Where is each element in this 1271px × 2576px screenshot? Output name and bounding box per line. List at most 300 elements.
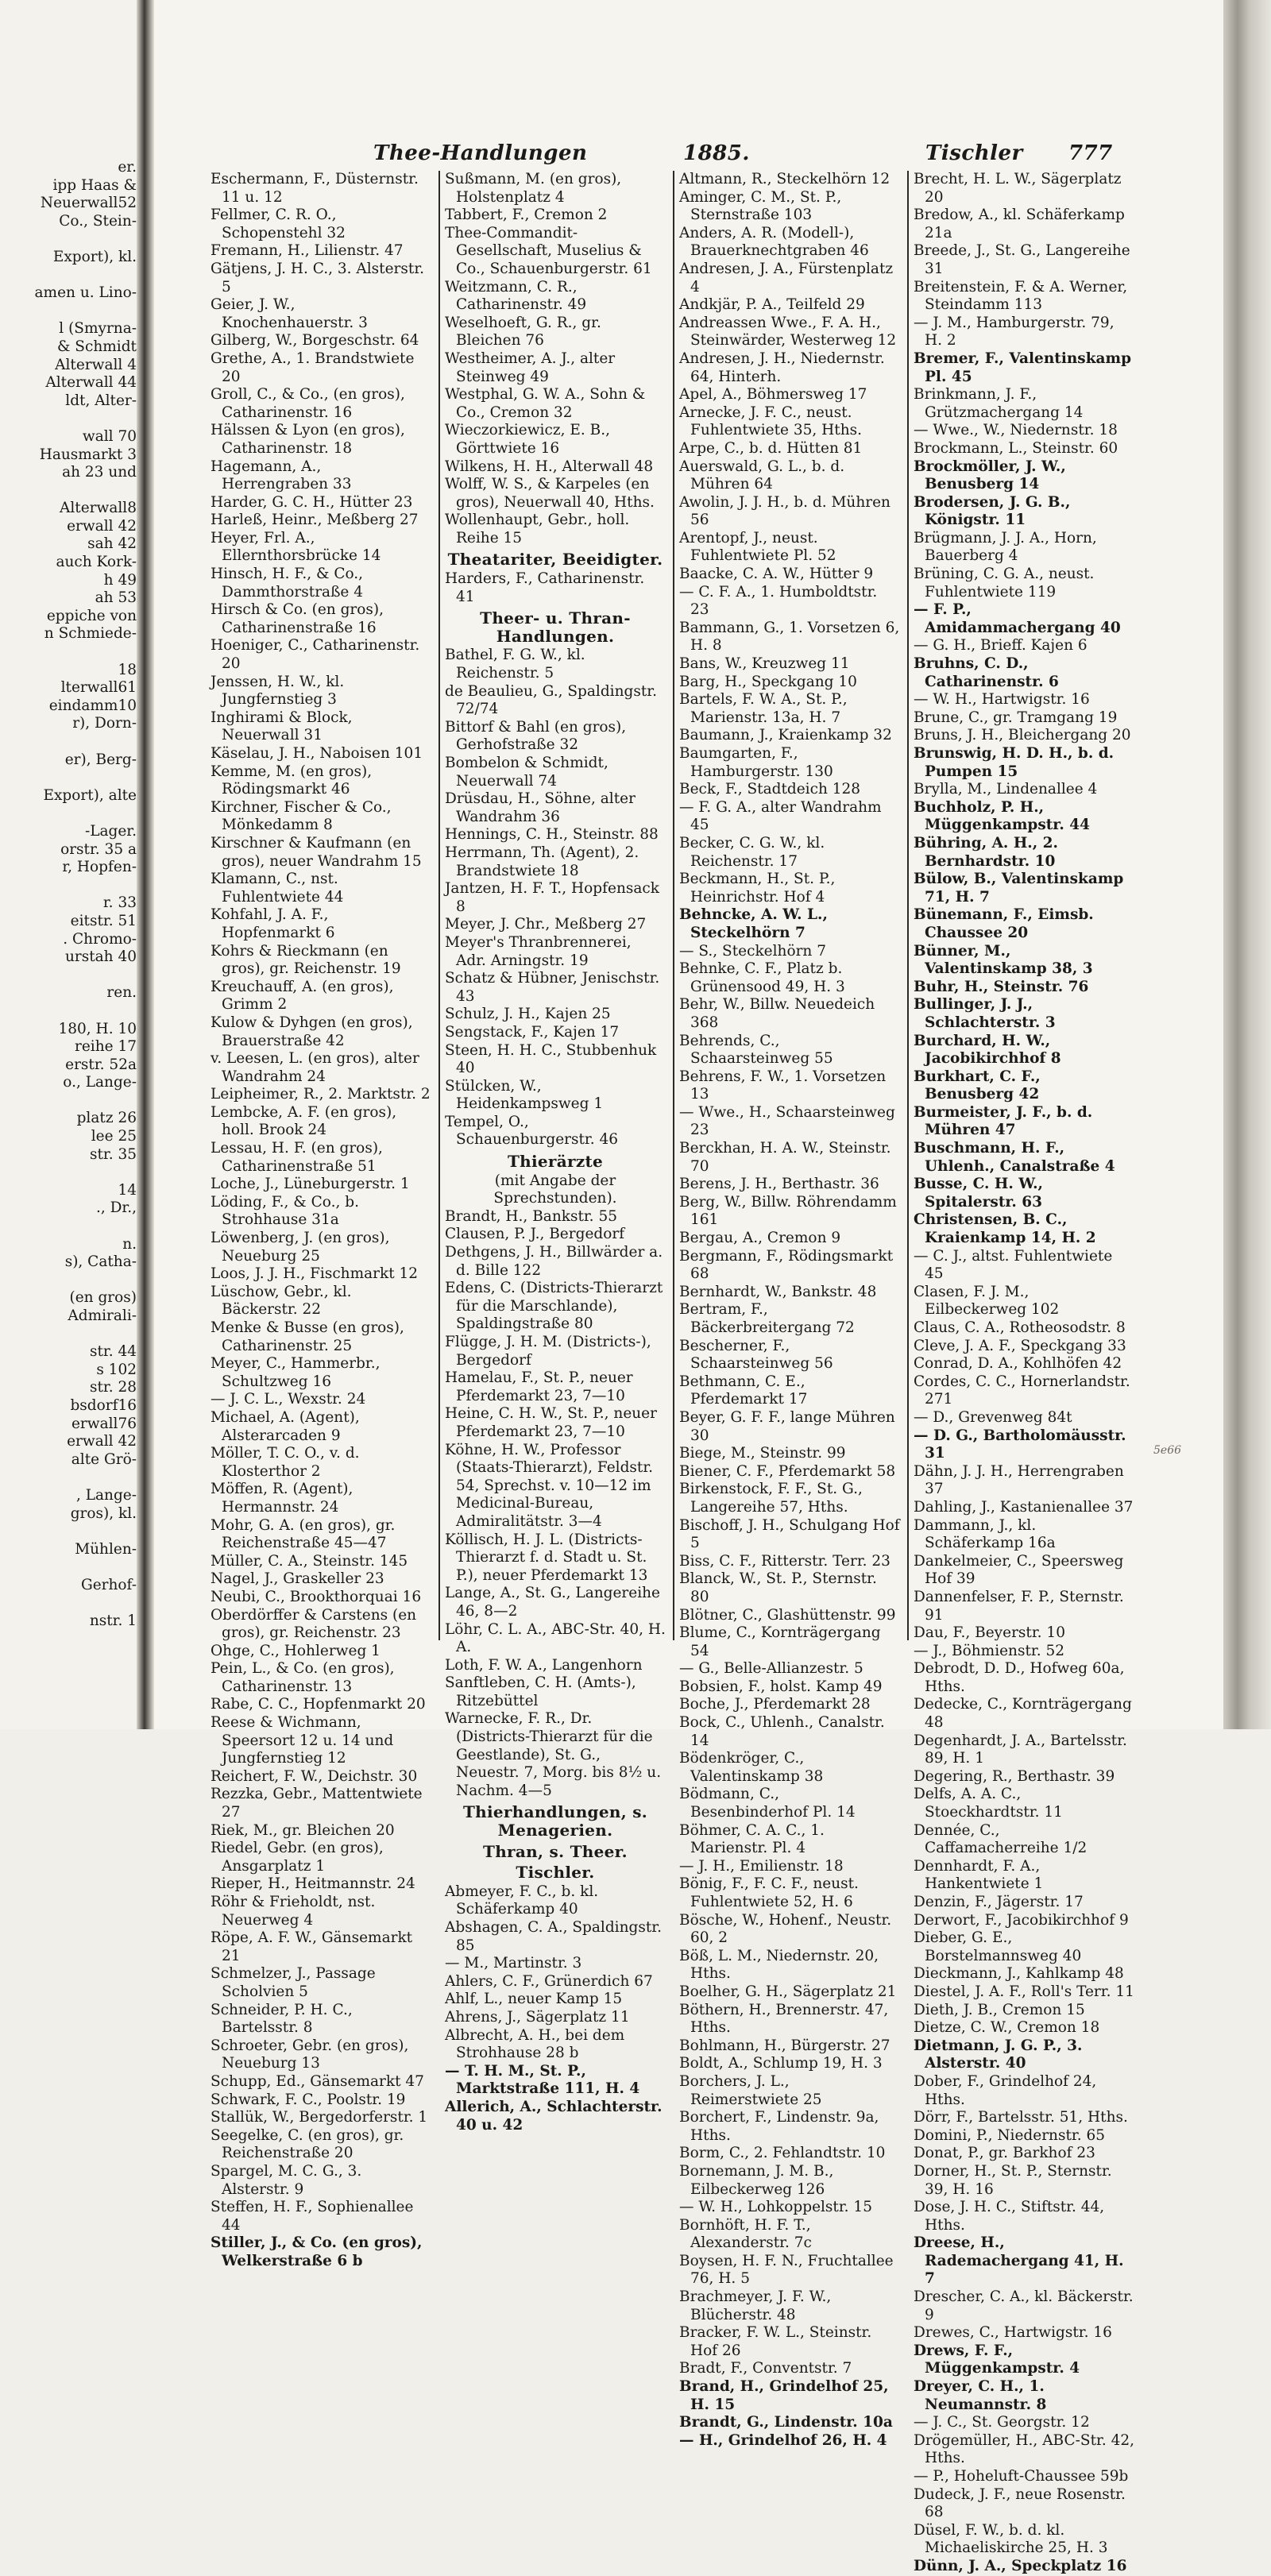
directory-entry: Bans, W., Kreuzweg 11 [679, 655, 850, 673]
directory-entry: Michael, A. (Agent), Alsterarcaden 9 [211, 1408, 360, 1444]
directory-entry: — J. C. L., Wexstr. 24 [211, 1391, 366, 1408]
directory-entry: Bornemann, J. M. B., Eilbeckerweg 126 [679, 2162, 834, 2198]
left-page-line [2, 482, 137, 500]
left-page-line: 180, H. 10 [58, 1020, 137, 1037]
directory-entry: Dünn, J. A., Speckplatz 16 [914, 2557, 1127, 2574]
directory-entry: Andreassen Wwe., F. A. H., Steinwärder, Westerweg 12 [679, 314, 897, 350]
directory-entry: Birkenstock, F. F., St. G., Langereihe 57, Hths. [679, 1481, 863, 1516]
directory-entry: — F. G. A., alter Wandrahm 45 [679, 798, 882, 834]
left-page-line [2, 410, 137, 428]
directory-entry: Steen, H. H. C., Stubbenhuk 40 [445, 1041, 657, 1077]
directory-entry: Derwort, F., Jacobikirchhof 9 [914, 1911, 1129, 1929]
directory-entry: Behr, W., Billw. Neuedeich 368 [679, 996, 875, 1031]
directory-entry: Altmann, R., Steckelhörn 12 [679, 171, 890, 187]
directory-entry: Dieckmann, J., Kahlkamp 48 [914, 1965, 1124, 1983]
directory-entry: Brandt, H., Bankstr. 55 [445, 1207, 617, 1225]
left-page-line [2, 733, 137, 751]
left-page-line: str. 28 [89, 1379, 137, 1396]
section-heading: Tischler. [516, 1863, 595, 1883]
directory-entry: Heyer, Frl. A., Ellernthorsbrücke 14 [211, 529, 381, 565]
directory-entry: Aminger, C. M., St. P., Sternstraße 103 [679, 188, 842, 224]
directory-entry: Flügge, J. H. M. (Districts-), Bergedorf [445, 1334, 651, 1369]
directory-entry: Rabe, C. C., Hopfenmarkt 20 [211, 1696, 426, 1713]
column-divider [907, 171, 909, 1640]
directory-entry: Edens, C. (Districts-Thierarzt für die Marschlande), Spaldingstraße 80 [445, 1280, 663, 1333]
left-page-line: reihe 17 [75, 1038, 137, 1056]
left-page-line: Hausmarkt 3 [39, 446, 137, 463]
directory-entry: Hinsch, H. F., & Co., Dammthorstraße 4 [211, 566, 364, 601]
directory-entry: Brachmeyer, J. F. W., Blücherstr. 48 [679, 2288, 832, 2323]
directory-entry: Abmeyer, F. C., b. kl. Schäferkamp 40 [445, 1883, 599, 1918]
section-heading: Theer- u. Thran-Handlungen. [480, 608, 631, 646]
directory-entry: Geier, J. W., Knochenhauerstr. 3 [211, 296, 368, 331]
directory-entry: Abshagen, C. A., Spaldingstr. 85 [445, 1919, 662, 1954]
directory-entry: Stiller, J., & Co. (en gros), Welkerstraße 6 b [211, 2234, 423, 2269]
directory-entry: Schulz, J. H., Kajen 25 [445, 1006, 611, 1023]
directory-entry: Clausen, P. J., Bergedorf [445, 1226, 625, 1243]
directory-entry: Jenssen, H. W., kl. Jungfernstieg 3 [211, 673, 345, 709]
directory-entry: Bombelon & Schmidt, Neuerwall 74 [445, 755, 608, 790]
left-page-line: o., Lange- [63, 1074, 137, 1091]
directory-entry: — Wwe., W., Niedernstr. 18 [914, 422, 1118, 439]
page-header [211, 141, 1113, 173]
directory-entry: Brecht, H. L. W., Sägerplatz 20 [914, 171, 1122, 206]
directory-entry: Bergau, A., Cremon 9 [679, 1230, 841, 1247]
directory-entry: Hamelau, F., St. P., neuer Pferdemarkt 23, 7—10 [445, 1369, 633, 1404]
directory-entry: Brüning, C. G. A., neust. Fuhlentwiete 119 [914, 566, 1095, 601]
left-page-line [2, 1164, 137, 1182]
directory-entry: Bünner, M., Valentinskamp 38, 3 [914, 942, 1093, 978]
directory-entry: — D., Grevenweg 84t [914, 1408, 1072, 1426]
directory-entry: Cordes, C. C., Hornerlandstr. 271 [914, 1373, 1130, 1408]
directory-entry: Ohge, C., Hohlerweg 1 [211, 1642, 381, 1659]
left-page-line [2, 1523, 137, 1541]
directory-entry: Bohlmann, H., Bürgerstr. 27 [679, 2037, 890, 2054]
directory-entry: Kohfahl, J. A. F., Hopfenmarkt 6 [211, 906, 335, 941]
directory-entry: Donat, P., gr. Barkhof 23 [914, 2145, 1095, 2162]
header-section-left: Thee-Handlungen [373, 141, 588, 165]
directory-entry: Behncke, A. W. L., Steckelhörn 7 [679, 906, 828, 941]
directory-entry: Kirschner & Kaufmann (en gros), neuer Wandrahm 15 [211, 834, 422, 870]
directory-entry: Bredow, A., kl. Schäferkamp 21a [914, 207, 1125, 241]
left-page-line: 14 [118, 1181, 137, 1199]
directory-entry: Conrad, D. A., Kohlhöfen 42 [914, 1355, 1122, 1373]
page-edge [1223, 0, 1271, 1729]
directory-entry: Albrecht, A. H., bei dem Strohhause 28 b [445, 2026, 625, 2062]
directory-entry: Boldt, A., Schlump 19, H. 3 [679, 2055, 883, 2072]
left-page-line: h 49 [103, 571, 137, 589]
directory-entry: — P., Hoheluft-Chaussee 59b [914, 2468, 1129, 2485]
left-page-line: . Chromo- [63, 930, 137, 948]
directory-entry: Leipheimer, R., 2. Marktstr. 2 [211, 1086, 431, 1103]
left-page-line: Alterwall 44 [45, 374, 137, 392]
directory-entry: Beyer, G. F. F., lange Mühren 30 [679, 1408, 895, 1444]
left-page-line: bsdorf16 [70, 1396, 137, 1414]
left-page-line: nstr. 1 [89, 1612, 137, 1630]
directory-entry: — W. H., Hartwigstr. 16 [914, 691, 1090, 709]
directory-entry: Berg, W., Billw. Röhrendamm 161 [679, 1193, 897, 1229]
directory-entry: — G., Belle-Allianzestr. 5 [679, 1660, 863, 1678]
directory-entry: Lessau, H. F. (en gros), Catharinenstraße 51 [211, 1140, 383, 1175]
directory-entry: — H., Grindelhof 26, H. 4 [679, 2431, 887, 2449]
directory-entry: — C. J., altst. Fuhlentwiete 45 [914, 1247, 1113, 1283]
left-page-line: Export), alte [43, 786, 137, 804]
left-page-line: platz 26 [76, 1110, 137, 1127]
directory-entry: Harder, G. C. H., Hütter 23 [211, 493, 413, 511]
directory-entry: Seegelke, C. (en gros), gr. Reichenstraße 20 [211, 2126, 404, 2162]
directory-entry: Behnke, C. F., Platz b. Grünensood 49, H. 3 [679, 960, 845, 995]
directory-entry: Oberdörffer & Carstens (en gros), gr. Reichenstr. 23 [211, 1606, 417, 1642]
directory-entry: Bittorf & Bahl (en gros), Gerhofstraße 32 [445, 718, 627, 754]
directory-entry: Berckhan, H. A. W., Steinstr. 70 [679, 1140, 891, 1175]
directory-entry: Burmeister, J. F., b. d. Mühren 47 [914, 1103, 1093, 1139]
directory-entry: Tabbert, F., Cremon 2 [445, 207, 608, 224]
directory-entry: Düsel, F. W., b. d. kl. Michaeliskirche 25, H. 3 [914, 2521, 1108, 2557]
left-page-line [2, 1326, 137, 1344]
directory-entry: Bülow, B., Valentinskamp 71, H. 7 [914, 871, 1124, 906]
directory-entry: Kirchner, Fischer & Co., Mönkedamm 8 [211, 798, 392, 834]
directory-entry: Berens, J. H., Berthastr. 36 [679, 1176, 879, 1193]
directory-entry: Riedel, Gebr. (en gros), Ansgarplatz 1 [211, 1840, 384, 1875]
column-3 [679, 171, 900, 2449]
directory-entry: Brylla, M., Lindenallee 4 [914, 781, 1098, 798]
directory-entry: Domini, P., Niedernstr. 65 [914, 2126, 1106, 2144]
directory-entry: Behrens, F. W., 1. Vorsetzen 13 [679, 1068, 887, 1103]
directory-entry: Brügmann, J. J. A., Horn, Bauerberg 4 [914, 529, 1097, 565]
directory-entry: — Wwe., H., Schaarsteinweg 23 [679, 1103, 895, 1139]
directory-entry: Röhr & Frieholdt, nst. Neuerweg 4 [211, 1894, 376, 1929]
directory-entry: — F. P., Amidammachergang 40 [914, 601, 1121, 636]
directory-entry: Sanftleben, C. H. (Amts-), Ritzebüttel [445, 1674, 636, 1709]
directory-entry: Ahlers, C. F., Grünerdich 67 [445, 1972, 653, 1990]
directory-entry: Breede, J., St. G., Langereihe 31 [914, 242, 1130, 277]
directory-entry: Käselau, J. H., Naboisen 101 [211, 745, 423, 762]
directory-entry: Wolff, W. S., & Karpeles (en gros), Neuerwall 40, Hths. [445, 476, 655, 511]
directory-entry: Buchholz, P. H., Müggenkampstr. 44 [914, 798, 1090, 834]
directory-entry: Loche, J., Lüneburgerstr. 1 [211, 1176, 410, 1193]
directory-entry: Bruhns, C. D., Catharinenstr. 6 [914, 655, 1059, 690]
left-page-line: r), Dorn- [72, 715, 137, 732]
directory-entry: Bullinger, J. J., Schlachterstr. 3 [914, 996, 1056, 1031]
directory-entry: Rieper, H., Heitmannstr. 24 [211, 1875, 415, 1893]
directory-entry: Dennhardt, F. A., Hankentwiete 1 [914, 1857, 1044, 1893]
left-page-line: eppiche von [46, 607, 137, 624]
directory-entry: Wilkens, H. H., Alterwall 48 [445, 458, 654, 475]
page-number: 777 [1068, 141, 1113, 165]
left-page-line [2, 1218, 137, 1236]
directory-entry: Lange, A., St. G., Langereihe 46, 8—2 [445, 1585, 661, 1620]
directory-entry: Röpe, A. F. W., Gänsemarkt 21 [211, 1929, 413, 1964]
directory-entry: Bönig, F., F. C. F., neust. Fuhlentwiete 52, H. 6 [679, 1875, 859, 1910]
left-page-line: eitstr. 51 [70, 912, 137, 929]
directory-entry: Brockmann, L., Steinstr. 60 [914, 439, 1118, 457]
directory-entry: Dudeck, J. F., neue Rosenstr. 68 [914, 2485, 1126, 2521]
directory-entry: Blötner, C., Glashüttenstr. 99 [679, 1606, 896, 1624]
directory-entry: Dietmann, J. G. P., 3. Alsterstr. 40 [914, 2037, 1083, 2072]
directory-entry: Tempel, O., Schauenburgerstr. 46 [445, 1113, 619, 1149]
directory-entry: Weselhoeft, G. R., gr. Bleichen 76 [445, 314, 601, 350]
directory-entry: — W. H., Lohkoppelstr. 15 [679, 2199, 872, 2216]
column-divider [438, 171, 440, 1640]
left-page-line: Neuerwall52 [40, 195, 137, 212]
left-page-line: str. 44 [89, 1343, 137, 1361]
directory-entry: Pein, L., & Co. (en gros), Catharinenstr. 13 [211, 1660, 395, 1695]
left-page-line: amen u. Lino- [34, 284, 137, 302]
directory-entry: Löding, F., & Co., b. Strohhause 31a [211, 1193, 359, 1229]
left-page-line: Co., Stein- [59, 212, 137, 230]
directory-entry: Kulow & Dyhgen (en gros), Brauerstraße 42 [211, 1014, 413, 1049]
column-4 [914, 171, 1134, 2574]
left-page-line: -Lager. [84, 822, 137, 840]
left-page-line [2, 643, 137, 662]
directory-entry: Hoeniger, C., Catharinenstr. 20 [211, 637, 420, 673]
directory-entry: Bradt, F., Conventstr. 7 [679, 2360, 852, 2377]
directory-entry: Sußmann, M. (en gros), Holstenplatz 4 [445, 171, 622, 206]
left-page-line: r, Hopfen- [62, 859, 137, 876]
directory-entry: Bammann, G., 1. Vorsetzen 6, H. 8 [679, 619, 900, 655]
directory-entry: Schneider, P. H. C., Bartelsstr. 8 [211, 2001, 353, 2037]
left-page-line [2, 303, 137, 321]
directory-entry: Steffen, H. F., Sophienallee 44 [211, 2199, 414, 2234]
directory-entry: Arnecke, J. F. C., neust. Fuhlentwiete 35, Hths. [679, 404, 863, 439]
directory-entry: Harders, F., Catharinenstr. 41 [445, 570, 645, 605]
directory-entry: Möller, T. C. O., v. d. Klosterthor 2 [211, 1445, 360, 1480]
directory-entry: Löhr, C. L. A., ABC-Str. 40, H. A. [445, 1620, 666, 1656]
directory-entry: Drewes, C., Hartwigstr. 16 [914, 2324, 1112, 2342]
left-page-line: wall 70 [82, 427, 137, 445]
directory-entry: Bruns, J. H., Bleichergang 20 [914, 727, 1131, 744]
directory-entry: Bremer, F., Valentinskamp Pl. 45 [914, 350, 1132, 385]
directory-entry: Drews, F. F., Müggenkampstr. 4 [914, 2342, 1080, 2377]
directory-entry: Schatz & Hübner, Jenischstr. 43 [445, 970, 660, 1005]
left-page-fragment [0, 0, 145, 1729]
left-page-line: ah 23 und [62, 464, 137, 481]
left-page-line [2, 1558, 137, 1577]
directory-entry: Biege, M., Steinstr. 99 [679, 1445, 846, 1462]
directory-entry: Neubi, C., Brookthorquai 16 [211, 1588, 422, 1605]
directory-entry: Meyer, J. Chr., Meßberg 27 [445, 916, 647, 933]
directory-entry: Andkjär, P. A., Teilfeld 29 [679, 296, 865, 314]
directory-entry: Christensen, B. C., Kraienkamp 14, H. 2 [914, 1211, 1096, 1247]
directory-entry: Köhne, H. W., Professor (Staats-Thierarzt), Feldstr. 54, Sprechst. v. 10—12 im Medicinal-Bureau, Admiralitätstr. 3—4 [445, 1441, 654, 1530]
directory-entry: Löwenberg, J. (en gros), Neueburg 25 [211, 1230, 390, 1265]
directory-entry: Schmelzer, J., Passage Scholvien 5 [211, 1965, 376, 2000]
directory-entry: Bobsien, F., holst. Kamp 49 [679, 1678, 883, 1695]
directory-entry: Bertram, F., Bäckerbreitergang 72 [679, 1301, 855, 1336]
directory-entry: Dieth, J. B., Cremon 15 [914, 2001, 1085, 2018]
directory-entry: Bescherner, F., Schaarsteinweg 56 [679, 1337, 833, 1373]
directory-entry: Burkhart, C. F., Benusberg 42 [914, 1068, 1041, 1103]
left-page-line: er), Berg- [64, 751, 137, 768]
directory-entry: Biener, C. F., Pferdemarkt 58 [679, 1462, 896, 1480]
directory-entry: — J. M., Hamburgerstr. 79, H. 2 [914, 314, 1115, 350]
directory-entry: — D. G., Bartholomäusstr. 31 [914, 1427, 1126, 1462]
directory-entry: Dähn, J. J. H., Herrengraben 37 [914, 1462, 1124, 1498]
directory-entry: Bünemann, F., Eimsb. Chaussee 20 [914, 906, 1094, 941]
directory-entry: Ahlf, L., neuer Kamp 15 [445, 1991, 623, 2008]
section-heading: Theatariter, Beeidigter. [447, 550, 663, 570]
directory-entry: Böthern, H., Brennerstr. 47, Hths. [679, 2001, 889, 2037]
directory-entry: Borchert, F., Lindenstr. 9a, Hths. [679, 2109, 879, 2144]
directory-entry: — G. H., Brieff. Kajen 6 [914, 637, 1087, 655]
directory-entry: v. Leesen, L. (en gros), alter Wandrahm 24 [211, 1050, 419, 1085]
directory-entry: Brand, H., Grindelhof 25, H. 15 [679, 2378, 889, 2413]
left-page-line: erwall76 [71, 1415, 137, 1432]
directory-entry: Bathel, F. G. W., kl. Reichenstr. 5 [445, 647, 585, 682]
left-page-line [2, 1272, 137, 1290]
directory-entry: Anders, A. R. (Modell-), Brauerknechtgraben 46 [679, 224, 869, 260]
directory-entry: Schupp, Ed., Gänsemarkt 47 [211, 2072, 424, 2090]
directory-entry: Gilberg, W., Borgeschstr. 64 [211, 332, 419, 350]
directory-entry: Dose, J. H. C., Stiftstr. 44, Hths. [914, 2199, 1105, 2234]
directory-entry: Schwark, F. C., Poolstr. 19 [211, 2091, 406, 2108]
directory-entry: Dau, F., Beyerstr. 10 [914, 1624, 1065, 1642]
directory-entry: Weitzmann, C. R., Catharinenstr. 49 [445, 278, 587, 314]
directory-entry: Fellmer, C. R. O., Schopenstehl 32 [211, 207, 346, 241]
directory-entry: Dietze, C. W., Cremon 18 [914, 2019, 1100, 2037]
directory-entry: — J., Böhmienstr. 52 [914, 1642, 1065, 1659]
directory-entry: Arentopf, J., neust. Fuhlentwiete Pl. 52 [679, 529, 836, 565]
left-page-line [2, 267, 137, 285]
directory-entry: Heine, C. H. W., St. P., neuer Pferdemarkt 23, 7—10 [445, 1405, 657, 1440]
directory-entry: Thee-Commandit-Gesellschaft, Muselius & Co., Schauenburgerstr. 61 [445, 224, 652, 277]
directory-entry: Inghirami & Block, Neuerwall 31 [211, 709, 353, 744]
directory-entry: Meyer's Thranbrennerei, Adr. Arningstr. 19 [445, 933, 632, 969]
directory-entry: Drüsdau, H., Söhne, alter Wandrahm 36 [445, 790, 636, 825]
directory-entry: Hälssen & Lyon (en gros), Catharinenstr. 18 [211, 422, 405, 457]
left-page-line [2, 1092, 137, 1110]
directory-columns [211, 171, 1134, 2574]
directory-entry: Degering, R., Berthastr. 39 [914, 1767, 1115, 1785]
directory-entry: — T. H. M., St. P., Marktstraße 111, H. 4 [445, 2062, 640, 2098]
directory-entry: Kreuchauff, A. (en gros), Grimm 2 [211, 978, 394, 1014]
directory-entry: Dober, F., Grindelhof 24, Hths. [914, 2072, 1097, 2108]
directory-entry: Boysen, H. F. N., Fruchtallee 76, H. 5 [679, 2252, 894, 2288]
directory-entry: Reese & Wichmann, Speersort 12 u. 14 und Jungfernstieg 12 [211, 1714, 394, 1767]
directory-entry: Loos, J. J. H., Fischmarkt 12 [211, 1265, 419, 1283]
section-note: (mit Angabe der Sprechstunden). [493, 1172, 617, 1207]
left-page-line: erstr. 52a [65, 1056, 137, 1073]
directory-entry: Meyer, C., Hammerbr., Schultzweg 16 [211, 1355, 381, 1390]
directory-entry: Stallük, W., Bergedorferstr. 1 [211, 2109, 428, 2126]
directory-entry: Beck, F., Stadtdeich 128 [679, 781, 861, 798]
directory-entry: Reichert, F. W., Deichstr. 30 [211, 1767, 418, 1785]
directory-entry: Brandt, G., Lindenstr. 10a [679, 2414, 893, 2431]
directory-entry: Andresen, J. H., Niedernstr. 64, Hinterh. [679, 350, 885, 385]
directory-entry: Dorner, H., St. P., Sternstr. 39, H. 16 [914, 2162, 1112, 2198]
directory-entry: Bethmann, C. E., Pferdemarkt 17 [679, 1373, 808, 1408]
directory-entry: Beckmann, H., St. P., Heinrichstr. Hof 4 [679, 871, 836, 906]
directory-entry: Hennings, C. H., Steinstr. 88 [445, 826, 659, 844]
directory-entry: Auerswald, G. L., b. d. Mühren 64 [679, 458, 845, 493]
directory-entry: Groll, C., & Co., (en gros), Catharinenstr. 16 [211, 386, 405, 421]
column-2 [445, 171, 666, 2134]
left-page-line: (en gros) [69, 1289, 137, 1307]
directory-entry: Boche, J., Pferdemarkt 28 [679, 1696, 871, 1713]
left-page-line [2, 805, 137, 823]
left-page-line: sah 42 [87, 535, 137, 553]
directory-entry: Nagel, J., Graskeller 23 [211, 1570, 384, 1588]
directory-entry: Bösche, W., Hohenf., Neustr. 60, 2 [679, 1911, 892, 1947]
left-page-line: Gerhof- [80, 1576, 137, 1593]
directory-entry: Bödenkröger, C., Valentinskamp 38 [679, 1750, 824, 1785]
directory-entry: Sengstack, F., Kajen 17 [445, 1023, 620, 1041]
left-page-line: eindamm10 [48, 697, 137, 714]
directory-entry: Cleve, J. A. F., Speckgang 33 [914, 1337, 1126, 1354]
left-page-line: urstah 40 [64, 948, 137, 966]
directory-entry: Gätjens, J. H. C., 3. Alsterstr. 5 [211, 260, 425, 295]
directory-entry: Behrends, C., Schaarsteinweg 55 [679, 1032, 833, 1068]
directory-entry: Mohr, G. A. (en gros), gr. Reichenstraße 45—47 [211, 1516, 396, 1552]
directory-entry: Baumann, J., Kraienkamp 32 [679, 727, 892, 744]
column-1 [211, 171, 431, 2269]
directory-entry: Debrodt, D. D., Hofweg 60a, Hths. [914, 1660, 1125, 1695]
directory-entry: — J. H., Emilienstr. 18 [679, 1857, 844, 1875]
left-page-line: er. [118, 159, 137, 176]
directory-entry: — C. F. A., 1. Humboldtstr. 23 [679, 583, 878, 619]
directory-entry: Baumgarten, F., Hamburgerstr. 130 [679, 745, 833, 780]
left-page-line: ah 53 [95, 589, 137, 607]
section-heading: Thran, s. Theer. [483, 1841, 628, 1861]
left-page-line [2, 230, 137, 249]
directory-entry: Bergmann, F., Rödingsmarkt 68 [679, 1247, 894, 1283]
directory-entry: Loth, F. W. A., Langenhorn [445, 1656, 643, 1674]
directory-entry: Bornhöft, H. F. T., Alexanderstr. 7c [679, 2216, 812, 2252]
directory-entry: Busse, C. H. W., Spitalerstr. 63 [914, 1176, 1043, 1211]
header-section-right: Tischler [925, 141, 1023, 165]
directory-entry: Hirsch & Co. (en gros), Catharinenstraße 16 [211, 601, 384, 636]
directory-entry: Bartels, F. W. A., St. P., Marienstr. 13a, H. 7 [679, 691, 848, 726]
left-page-line [2, 769, 137, 787]
header-year: 1885. [683, 141, 750, 165]
directory-entry: Klamann, C., nst. Fuhlentwiete 44 [211, 871, 344, 906]
left-page-line: alte Grö- [71, 1450, 137, 1468]
directory-entry: Harleß, Heinr., Meßberg 27 [211, 512, 419, 529]
directory-entry: Stülcken, W., Heidenkampsweg 1 [445, 1077, 604, 1113]
directory-entry: Drögemüller, H., ABC-Str. 42, Hths. [914, 2431, 1134, 2467]
directory-entry: Burchard, H. W., Jacobikirchhof 8 [914, 1032, 1061, 1068]
directory-entry: Dörr, F., Bartelsstr. 51, Hths. [914, 2109, 1128, 2126]
directory-entry: Bock, C., Uhlenh., Canalstr. 14 [679, 1714, 885, 1749]
directory-entry: Lüschow, Gebr., kl. Bäckerstr. 22 [211, 1283, 352, 1319]
left-page-text [2, 159, 137, 1631]
left-page-line: ren. [106, 984, 137, 1002]
section-heading: Thierhandlungen, s. Menagerien. [462, 1802, 648, 1840]
directory-entry: Apel, A., Böhmersweg 17 [679, 386, 867, 404]
left-page-line: s 102 [96, 1361, 137, 1378]
directory-entry: Arpe, C., b. d. Hütten 81 [679, 439, 863, 457]
directory-entry: Böhmer, C. A. C., 1. Marienstr. Pl. 4 [679, 1821, 825, 1857]
directory-entry: Wollenhaupt, Gebr., holl. Reihe 15 [445, 512, 630, 546]
directory-entry: Drescher, C. A., kl. Bäckerstr. 9 [914, 2288, 1134, 2323]
directory-entry: Blume, C., Kornträgergang 54 [679, 1624, 881, 1659]
directory-entry: Warnecke, F. R., Dr. (Districts-Thierarzt für die Geestlande), St. G., Neuestr. 7, Morg. bis 8½ u. Nachm. 4—5 [445, 1710, 662, 1799]
directory-entry: Bernhardt, W., Bankstr. 48 [679, 1283, 877, 1300]
left-page-line: 18 [118, 661, 137, 678]
left-page-line: r. 33 [102, 894, 137, 912]
directory-entry: Brodersen, J. G. B., Königstr. 11 [914, 493, 1071, 529]
left-page-line: orstr. 35 a [60, 840, 137, 858]
directory-entry: Kohrs & Rieckmann (en gros), gr. Reichenstr. 19 [211, 942, 401, 978]
directory-entry: Breitenstein, F. & A. Werner, Steindamm 113 [914, 278, 1128, 314]
directory-entry: Denzin, F., Jägerstr. 17 [914, 1894, 1084, 1910]
directory-entry: Grethe, A., 1. Brandstwiete 20 [211, 350, 415, 385]
left-page-line: l (Smyrna- [59, 320, 137, 338]
directory-entry: Clasen, F. J. M., Eilbeckerweg 102 [914, 1283, 1060, 1319]
directory-entry: Buhr, H., Steinstr. 76 [914, 978, 1089, 995]
left-page-line: , Lange- [75, 1486, 137, 1504]
left-page-line [2, 967, 137, 985]
